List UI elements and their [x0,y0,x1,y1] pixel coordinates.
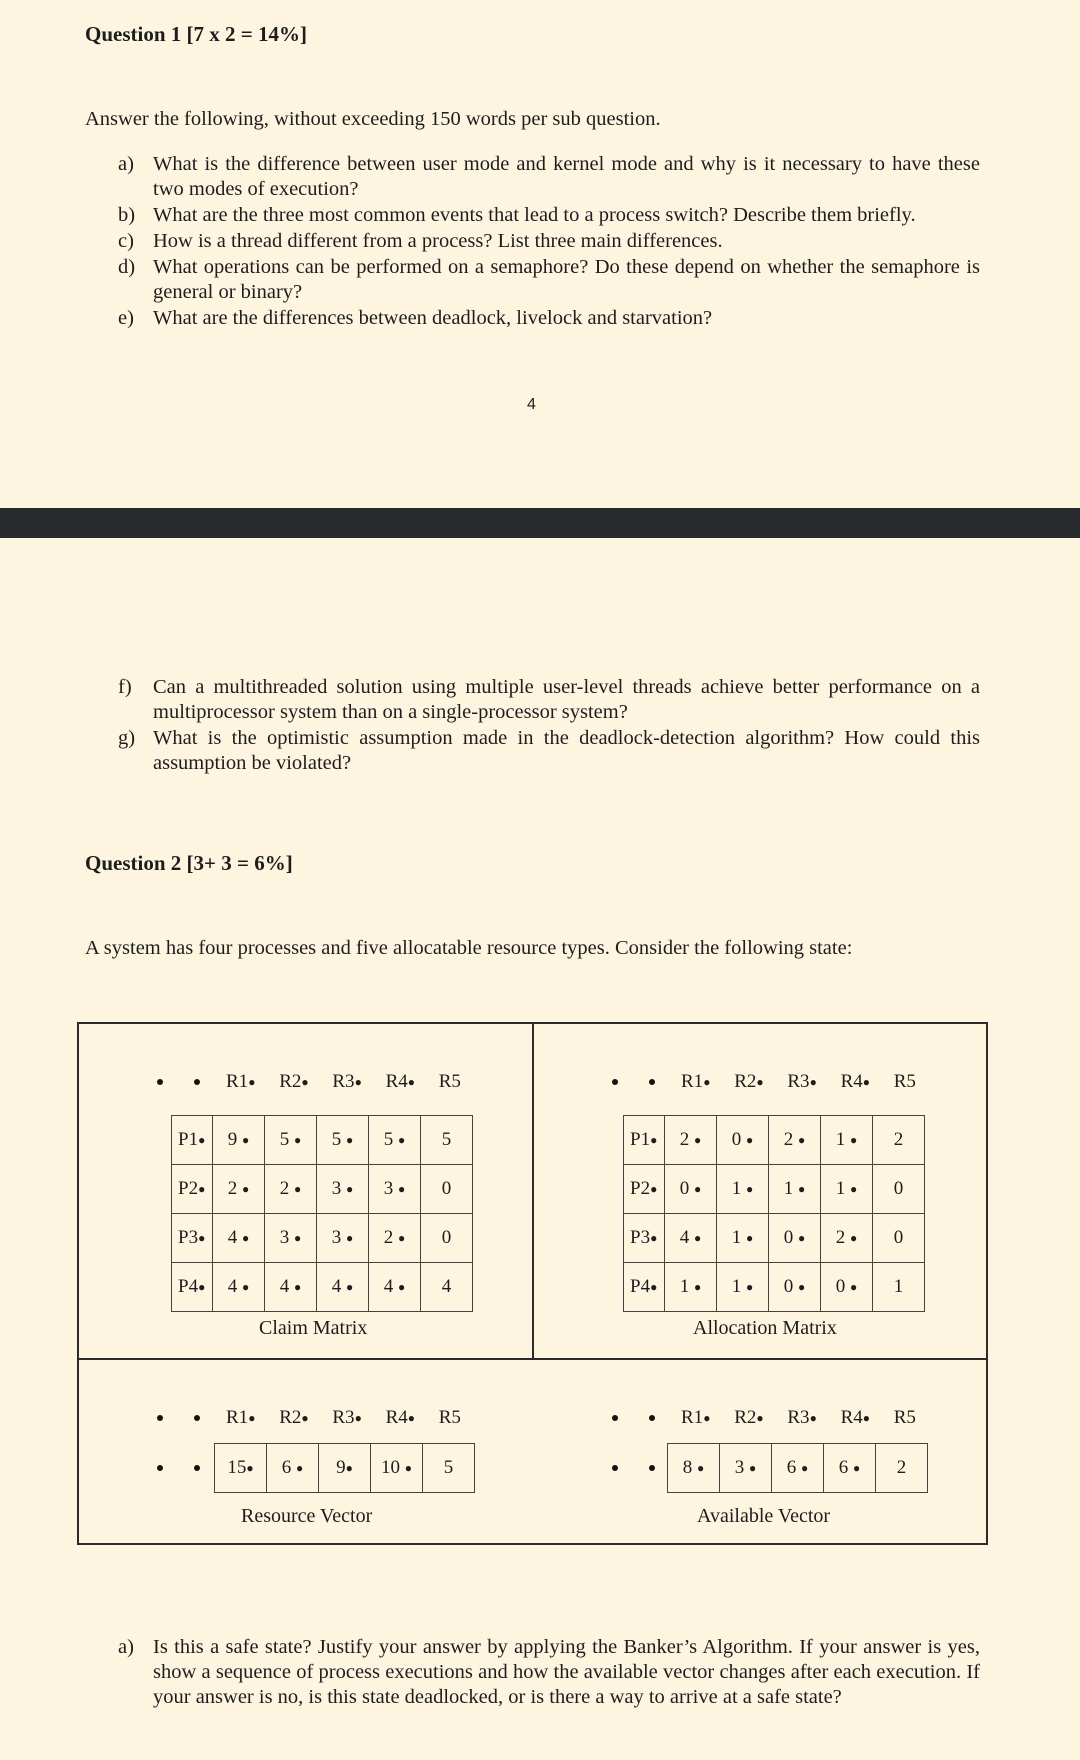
cell: 3 [279,1227,290,1248]
resource-header: R1 [226,1407,249,1428]
cell: 3 [383,1178,394,1199]
resource-header: R5 [438,1071,461,1092]
cell: 2 [679,1129,690,1150]
table-row: P4● 1 ● 1 ● 0 ● 0 ● 1 [624,1263,925,1312]
resource-header: R5 [893,1407,916,1428]
table-row: P1● 9 ● 5 ● 5 ● 5 ● 5 [172,1116,473,1165]
process-label: P2 [630,1178,651,1199]
allocation-matrix [623,1115,925,1312]
available-vector-caption: Available Vector [697,1505,831,1527]
cell: 10 [381,1457,400,1478]
cell: 5 [441,1129,452,1150]
cell: 6 [281,1457,292,1478]
resource-header: R4 [385,1071,408,1092]
table-row: P1● 2 ● 0 ● 2 ● 1 ● 2 [624,1116,925,1165]
bullet [649,1079,655,1085]
resource-header: R2 [734,1407,757,1428]
bullet [157,1415,163,1421]
list-item: e) What are the differences between deadlock, livelock and starvation? [118,307,713,329]
bullet [157,1079,163,1085]
process-label: P1 [630,1129,651,1150]
process-label: P4 [630,1276,651,1297]
resource-header: R1 [681,1407,704,1428]
cell: 2 [227,1178,238,1199]
question-1-list-continued [118,675,980,777]
table-row: P4● 4 ● 4 ● 4 ● 4 ● 4 [172,1263,473,1312]
cell: 0 [893,1227,904,1248]
cell: 2 [279,1178,290,1199]
list-item: b) What are the three most common events that lead to a process switch? Describe them briefly. [118,204,916,226]
cell: 5 [443,1457,454,1478]
question-1-intro: Answer the following, without exceeding 150 words per sub question. [85,108,661,130]
cell: 1 [835,1178,846,1199]
cell: 4 [227,1227,238,1248]
table-row: 8 ● 3 ● 6 ● 6 ● 2 [668,1444,928,1493]
resource-header: R2 [279,1407,302,1428]
table-row: P3● 4 ● 1 ● 0 ● 2 ● 0 [624,1214,925,1263]
cell: 1 [679,1276,690,1297]
allocation-resource-headers: R1● R2● R3● R4● R5 [681,1071,916,1092]
available-vector [667,1443,928,1493]
page-number: 4 [527,396,536,413]
list-item: d) What operations can be performed on a semaphore? Do these depend on whether the semaphore is general or binary? [118,256,980,303]
resource-header: R4 [840,1071,863,1092]
cell: 8 [682,1457,693,1478]
question-2-list [118,1635,980,1711]
cell: 1 [731,1227,742,1248]
cell: 0 [893,1178,904,1199]
bullet [649,1415,655,1421]
resource-header: R3 [787,1407,810,1428]
cell: 1 [731,1276,742,1297]
cell: 4 [331,1276,342,1297]
claim-matrix [171,1115,473,1312]
cell: 4 [441,1276,452,1297]
available-vector-headers: R1● R2● R3● R4● R5 [681,1407,916,1428]
bullet [649,1465,655,1471]
cell: 5 [279,1129,290,1150]
resource-header: R3 [787,1071,810,1092]
cell: 2 [835,1227,846,1248]
table-row: P3● 4 ● 3 ● 3 ● 2 ● 0 [172,1214,473,1263]
process-label: P1 [178,1129,199,1150]
list-item: f) Can a multithreaded solution using multiple user-level threads achieve better performance on a multiprocessor system than on a single-processor system? [118,676,980,723]
cell: 1 [893,1276,904,1297]
resource-header: R1 [681,1071,704,1092]
resource-header: R5 [438,1407,461,1428]
resource-header: R3 [332,1407,355,1428]
bullet [194,1415,200,1421]
cell: 2 [783,1129,794,1150]
resource-header: R1 [226,1071,249,1092]
cell: 2 [383,1227,394,1248]
resource-header: R2 [279,1071,302,1092]
question-2-intro: A system has four processes and five allocatable resource types. Consider the following state: [85,937,853,959]
bullet [612,1415,618,1421]
cell: 15 [227,1457,247,1478]
cell: 4 [227,1276,238,1297]
resource-header: R2 [734,1071,757,1092]
table-divider-vertical [532,1022,534,1360]
claim-matrix-caption: Claim Matrix [259,1317,368,1339]
cell: 9 [336,1457,346,1478]
cell: 0 [441,1227,452,1248]
resource-header: R4 [385,1407,408,1428]
process-label: P3 [178,1227,199,1248]
cell: 4 [279,1276,290,1297]
process-label: P2 [178,1178,199,1199]
allocation-matrix-caption: Allocation Matrix [693,1317,837,1339]
cell: 1 [731,1178,742,1199]
resource-vector [214,1443,475,1493]
bullet [157,1465,163,1471]
claim-resource-headers: R1● R2● R3● R4● R5 [226,1071,461,1092]
cell: 0 [441,1178,452,1199]
bullet [194,1465,200,1471]
cell: 0 [783,1276,794,1297]
process-label: P3 [630,1227,651,1248]
table-row: 15● 6 ● 9● 10 ● 5 [215,1444,475,1493]
bullet [612,1079,618,1085]
cell: 6 [838,1457,849,1478]
question-1-list [118,152,980,332]
list-item: c) How is a thread different from a process? List three main differences. [118,230,723,252]
resource-header: R3 [332,1071,355,1092]
cell: 0 [783,1227,794,1248]
resource-vector-headers: R1● R2● R3● R4● R5 [226,1407,461,1428]
page-divider [0,508,1080,538]
table-row: P2● 2 ● 2 ● 3 ● 3 ● 0 [172,1165,473,1214]
resource-header: R5 [893,1071,916,1092]
cell: 0 [679,1178,690,1199]
table-row: P2● 0 ● 1 ● 1 ● 1 ● 0 [624,1165,925,1214]
list-item: g) What is the optimistic assumption made in the deadlock-detection algorithm? How could this assumption be violated? [118,727,980,774]
page-4-section [0,0,1080,508]
cell: 1 [835,1129,846,1150]
bullet [612,1465,618,1471]
cell: 3 [734,1457,745,1478]
question-1-title: Question 1 [7 x 2 = 14%] [85,22,307,46]
table-divider-horizontal [77,1358,988,1360]
list-item: a) Is this a safe state? Justify your answer by applying the Banker’s Algorithm. If your answer is yes, show a sequence of process executions and how the available vector changes after each execution. If your answer is no, is this state deadlocked, or is there a way to arrive at a safe state? [118,1636,980,1708]
cell: 5 [331,1129,342,1150]
cell: 4 [679,1227,690,1248]
cell: 3 [331,1178,342,1199]
resource-vector-caption: Resource Vector [241,1505,373,1527]
cell: 0 [835,1276,846,1297]
cell: 3 [331,1227,342,1248]
question-2-title: Question 2 [3+ 3 = 6%] [85,851,293,875]
cell: 0 [731,1129,742,1150]
cell: 1 [783,1178,794,1199]
cell: 2 [896,1457,907,1478]
cell: 4 [383,1276,394,1297]
process-label: P4 [178,1276,199,1297]
cell: 2 [893,1129,904,1150]
resource-header: R4 [840,1407,863,1428]
cell: 5 [383,1129,394,1150]
cell: 6 [786,1457,797,1478]
cell: 9 [227,1129,238,1150]
list-item: a) What is the difference between user mode and kernel mode and why is it necessary to have these two modes of execution? [118,153,980,200]
bullet [194,1079,200,1085]
